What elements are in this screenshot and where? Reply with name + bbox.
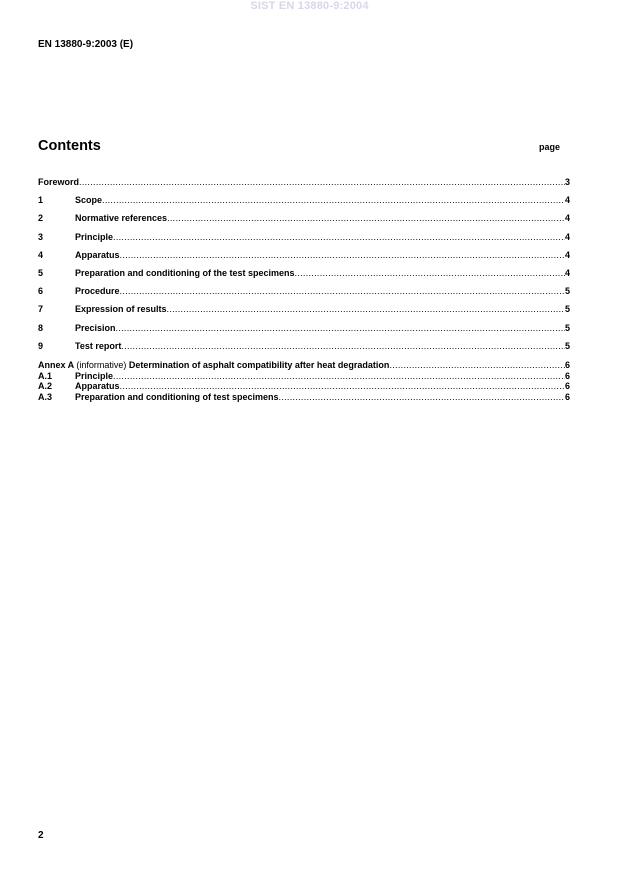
annex-label	[38, 360, 389, 370]
toc-entry-number: 5	[38, 267, 44, 278]
toc-entry-title: Expression of results	[75, 304, 167, 315]
toc-entry-title: Preparation and conditioning of the test specimens	[75, 267, 295, 278]
toc-entry-number: A.2	[38, 381, 53, 392]
dot-leader	[120, 381, 565, 391]
annex-informative-label: (informative)	[76, 360, 127, 370]
toc-entry-test-report[interactable]	[38, 341, 570, 359]
table-of-contents	[38, 177, 570, 359]
toc-entry-number: A.1	[38, 370, 53, 381]
dot-leader	[121, 341, 565, 351]
toc-entry-title: Procedure	[75, 286, 120, 297]
toc-entry-page: 4	[564, 213, 570, 224]
toc-entry-number: 8	[38, 322, 44, 333]
toc-entry-title: Apparatus	[75, 381, 120, 392]
toc-entry-page: 3	[564, 177, 570, 187]
toc-entry-number: A.3	[38, 391, 53, 402]
annex-prefix: Annex A	[38, 360, 74, 370]
dot-leader	[102, 195, 565, 205]
watermark: SIST EN 13880-9:2004	[250, 0, 369, 12]
toc-entry-number: 9	[38, 340, 44, 351]
toc-entry-title: Principle	[75, 370, 114, 381]
toc-entry-page: 4	[564, 195, 570, 206]
toc-entry-preparation[interactable]	[38, 268, 570, 286]
toc-entry-normative-references[interactable]	[38, 213, 570, 231]
dot-leader	[167, 213, 565, 223]
page-column-label: page	[539, 142, 561, 152]
toc-entry-number: 2	[38, 213, 44, 224]
dot-leader	[113, 371, 565, 381]
toc-entry-annex-a[interactable]	[38, 360, 570, 371]
toc-entry-precision[interactable]	[38, 323, 570, 341]
annex-contents	[38, 360, 570, 402]
toc-entry-page: 5	[564, 304, 570, 315]
toc-entry-number: 3	[38, 231, 44, 242]
toc-entry-page: 6	[564, 391, 570, 402]
toc-entry-number: 1	[38, 195, 44, 206]
toc-entry-page: 6	[564, 360, 570, 370]
dot-leader	[279, 392, 565, 402]
toc-entry-page: 5	[564, 322, 570, 333]
dot-leader	[113, 232, 565, 242]
toc-entry-title: Preparation and conditioning of test specimens	[75, 391, 279, 402]
toc-entry-title: Test report	[75, 340, 122, 351]
contents-heading: Contents	[38, 138, 101, 154]
toc-entry-a3-preparation[interactable]	[38, 392, 570, 403]
toc-entry-principle[interactable]	[38, 232, 570, 250]
toc-entry-page: 5	[564, 286, 570, 297]
toc-entry-number: 7	[38, 304, 44, 315]
toc-entry-page: 6	[564, 370, 570, 381]
toc-entry-foreword[interactable]	[38, 177, 570, 195]
toc-entry-page: 5	[564, 340, 570, 351]
toc-entry-a1-principle[interactable]	[38, 371, 570, 382]
dot-leader	[167, 304, 565, 314]
page-number: 2	[38, 830, 44, 841]
toc-entry-number: 6	[38, 286, 44, 297]
dot-leader	[120, 250, 565, 260]
toc-entry-title: Normative references	[75, 213, 168, 224]
dot-leader	[120, 286, 565, 296]
toc-entry-procedure[interactable]	[38, 286, 570, 304]
toc-entry-page: 6	[564, 381, 570, 392]
toc-entry-title: Apparatus	[75, 249, 120, 260]
toc-entry-scope[interactable]	[38, 195, 570, 213]
toc-entry-page: 4	[564, 267, 570, 278]
toc-entry-number: 4	[38, 249, 44, 260]
toc-entry-title: Scope	[75, 195, 103, 206]
dot-leader	[116, 323, 565, 333]
annex-title: Determination of asphalt compatibility after heat degradation	[128, 360, 390, 370]
dot-leader	[295, 268, 565, 278]
toc-entry-a2-apparatus[interactable]	[38, 381, 570, 392]
dot-leader	[79, 177, 565, 187]
toc-entry-title: Foreword	[38, 177, 80, 187]
toc-entry-apparatus[interactable]	[38, 250, 570, 268]
toc-entry-expression-of-results[interactable]	[38, 304, 570, 322]
document-id: EN 13880-9:2003 (E)	[38, 39, 134, 50]
toc-entry-title: Precision	[75, 322, 116, 333]
toc-entry-page: 4	[564, 231, 570, 242]
dot-leader	[389, 360, 565, 370]
toc-entry-title: Principle	[75, 231, 114, 242]
toc-entry-page: 4	[564, 249, 570, 260]
